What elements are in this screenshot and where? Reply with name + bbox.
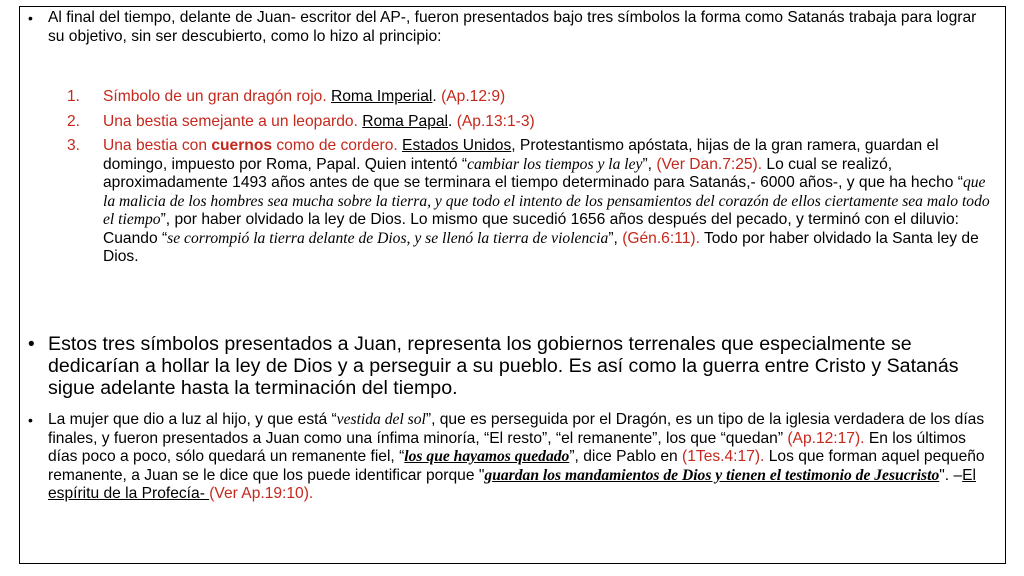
para-text: Los que forman aquel pequeño remanente, a Juan se le dice que los puede identificar porque " — [48, 448, 985, 484]
summary-paragraph — [28, 334, 991, 399]
remnant-text — [48, 411, 991, 504]
item-quote: cambiar los tiempos y la ley — [467, 155, 643, 173]
para-text: En los últimos días poco a poco, sólo quedará un remanente fiel, “ — [48, 429, 966, 465]
para-quote: guardan los mandamientos de Dios y tienen el testimonio de Jesucristo — [484, 466, 940, 484]
item-bold: cuernos — [211, 137, 273, 154]
remnant-paragraph — [28, 411, 991, 504]
item-text: , Protestantismo apóstata, hijas de la gran ramera, guardan el domingo, impuesto por Roma, Papal. Quien intentó “ — [103, 137, 939, 173]
item-text: ”, — [642, 155, 657, 173]
bullet-icon: • — [28, 10, 33, 26]
para-reference: (Ap.12:17). — [787, 429, 865, 447]
para-text: ”, dice Pablo en — [569, 448, 683, 465]
item-text: Símbolo de un gran dragón rojo. — [103, 88, 331, 105]
list-number: 1. — [67, 88, 81, 105]
list-item — [67, 137, 991, 267]
item-underlined: Roma Papal — [362, 113, 449, 130]
item-text: Una bestia semejante a un leopardo. — [103, 113, 363, 130]
list-number: 2. — [67, 113, 81, 130]
para-text: La mujer que dio a luz al hijo, y que está “ — [48, 411, 337, 428]
list-item — [67, 88, 991, 107]
slide-frame — [19, 6, 1006, 564]
item-punct: . — [448, 113, 457, 130]
item-punct: . — [432, 88, 442, 105]
item-reference: (Ver Dan.7:25). — [656, 155, 763, 173]
item-underlined: Roma Imperial — [331, 88, 433, 105]
intro-paragraph — [28, 9, 991, 46]
item-reference: (Ap.13:1-3) — [456, 113, 535, 130]
item-text: ”, por haber olvidado la ley de Dios. Lo mismo que sucedió 1656 años después del pecado, y terminó con el diluvio: Cuando “ — [103, 211, 959, 247]
item-underlined: Estados Unidos — [402, 137, 512, 154]
para-text: ". – — [939, 466, 963, 484]
item-quote: que la malicia de los hombres sea mucha sobre la tierra, y que todo el intento de los pensamientos del corazón de ellos ciertamente sea malo todo el tiempo — [103, 174, 990, 228]
list-item — [67, 113, 991, 132]
item-text: como de cordero. — [272, 137, 403, 154]
bullet-icon: • — [28, 412, 33, 428]
para-reference: (Ver Ap.19:10). — [209, 485, 314, 502]
intro-text: Al final del tiempo, delante de Juan- escritor del AP-, fueron presentados bajo tres símbolos la forma como Satanás trabaja para lograr su objetivo, sin ser descubierto, como lo hizo al principio: — [48, 9, 977, 45]
item-text: Una bestia con — [103, 137, 212, 154]
para-text: ”, que es perseguida por el Dragón, es un tipo de la iglesia verdadera de los días finales, y fueron presentados a Juan como una ínfima minoría, “El resto”, “el remanente”, los que “quedan” — [48, 411, 985, 447]
para-quote: vestida del sol — [336, 411, 426, 428]
bullet-icon: • — [28, 334, 35, 355]
item-text: ”, — [608, 229, 623, 247]
item-text: Todo por haber olvidado la Santa ley de Dios. — [103, 229, 979, 265]
para-quote: los que hayamos quedado — [404, 448, 570, 465]
para-underlined: El espíritu de la Profecía- — [48, 466, 976, 502]
item-quote: se corrompió la tierra delante de Dios, y se llenó la tierra de violencia — [167, 229, 609, 247]
list-number: 3. — [67, 137, 81, 154]
para-reference: (1Tes.4:17). — [682, 448, 765, 465]
item-text: Lo cual se realizó, aproximadamente 1493 años antes de que se terminara el tiempo determinado para Satanás,- 6000 años-, y que ha hecho “ — [103, 155, 963, 191]
item-reference: (Ap.12:9) — [441, 88, 506, 105]
item-reference: (Gén.6:11). — [622, 229, 700, 247]
summary-text: Estos tres símbolos presentados a Juan, representa los gobiernos terrenales que especialmente se dedicarían a hollar la ley de Dios y a perseguir a su pueblo. Es así como la guerra entre Cristo y Satanás sigue adelante hasta la terminación del tiempo. — [48, 333, 959, 399]
